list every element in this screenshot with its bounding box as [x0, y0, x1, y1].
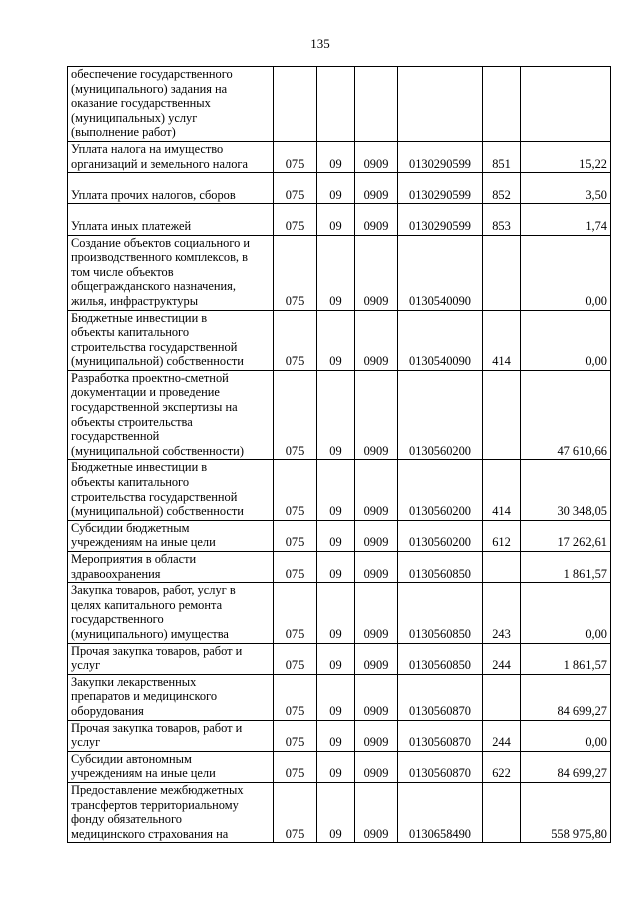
cell-csr: 0130560200	[398, 520, 483, 551]
table-row	[68, 782, 611, 842]
cell-csr: 0130290599	[398, 204, 483, 235]
cell-name: обеспечение государственного (муниципального) задания на оказание государственных (муниципальных) услуг (выполнение работ)	[68, 67, 274, 142]
table-row	[68, 520, 611, 551]
cell-pr: 0909	[355, 720, 398, 751]
cell-rz: 09	[317, 141, 355, 172]
cell-sum: 47 610,66	[521, 370, 611, 460]
cell-ved: 075	[274, 782, 317, 842]
cell-rz: 09	[317, 235, 355, 310]
cell-sum: 0,00	[521, 583, 611, 643]
cell-ved: 075	[274, 520, 317, 551]
cell-rz: 09	[317, 204, 355, 235]
table-row	[68, 67, 611, 142]
cell-sum	[521, 67, 611, 142]
cell-name: Бюджетные инвестиции в объекты капитального строительства государственной (муниципальной) собственности	[68, 310, 274, 370]
cell-rz: 09	[317, 552, 355, 583]
cell-ved: 075	[274, 720, 317, 751]
cell-sum: 3,50	[521, 173, 611, 204]
cell-pr: 0909	[355, 235, 398, 310]
cell-ved: 075	[274, 204, 317, 235]
cell-sum: 17 262,61	[521, 520, 611, 551]
cell-csr: 0130560200	[398, 370, 483, 460]
cell-vr: 414	[483, 310, 521, 370]
table-row	[68, 204, 611, 235]
cell-name: Прочая закупка товаров, работ и услуг	[68, 720, 274, 751]
cell-csr: 0130560850	[398, 643, 483, 674]
cell-ved: 075	[274, 643, 317, 674]
cell-sum: 558 975,80	[521, 782, 611, 842]
cell-csr: 0130560870	[398, 751, 483, 782]
cell-name: Уплата налога на имущество организаций и земельного налога	[68, 141, 274, 172]
cell-pr: 0909	[355, 643, 398, 674]
cell-pr: 0909	[355, 782, 398, 842]
cell-csr: 0130560200	[398, 460, 483, 520]
cell-sum: 1,74	[521, 204, 611, 235]
cell-name: Закупка товаров, работ, услуг в целях капитального ремонта государственного (муниципального) имущества	[68, 583, 274, 643]
cell-ved: 075	[274, 141, 317, 172]
table-row	[68, 173, 611, 204]
table-row	[68, 141, 611, 172]
cell-vr: 851	[483, 141, 521, 172]
page-number: 135	[310, 36, 330, 51]
cell-csr: 0130560870	[398, 720, 483, 751]
cell-ved	[274, 67, 317, 142]
cell-rz: 09	[317, 643, 355, 674]
cell-ved: 075	[274, 173, 317, 204]
cell-vr	[483, 67, 521, 142]
cell-ved: 075	[274, 460, 317, 520]
cell-name: Субсидии бюджетным учреждениям на иные цели	[68, 520, 274, 551]
cell-name: Предоставление межбюджетных трансфертов территориальному фонду обязательного медицинского страхования на	[68, 782, 274, 842]
cell-sum: 0,00	[521, 310, 611, 370]
cell-name: Уплата иных платежей	[68, 204, 274, 235]
cell-rz	[317, 67, 355, 142]
cell-vr	[483, 552, 521, 583]
cell-sum: 0,00	[521, 235, 611, 310]
table-row	[68, 583, 611, 643]
cell-vr: 853	[483, 204, 521, 235]
cell-rz: 09	[317, 751, 355, 782]
cell-name: Бюджетные инвестиции в объекты капитального строительства государственной (муниципальной) собственности	[68, 460, 274, 520]
cell-ved: 075	[274, 552, 317, 583]
cell-name: Субсидии автономным учреждениям на иные цели	[68, 751, 274, 782]
cell-rz: 09	[317, 310, 355, 370]
cell-ved: 075	[274, 583, 317, 643]
cell-pr	[355, 67, 398, 142]
cell-rz: 09	[317, 460, 355, 520]
cell-rz: 09	[317, 370, 355, 460]
cell-rz: 09	[317, 583, 355, 643]
cell-pr: 0909	[355, 552, 398, 583]
cell-sum: 1 861,57	[521, 552, 611, 583]
cell-vr	[483, 370, 521, 460]
table-row	[68, 552, 611, 583]
cell-ved: 075	[274, 370, 317, 460]
cell-vr: 612	[483, 520, 521, 551]
budget-table	[67, 66, 611, 843]
cell-sum: 84 699,27	[521, 674, 611, 720]
cell-vr	[483, 782, 521, 842]
cell-rz: 09	[317, 520, 355, 551]
cell-pr: 0909	[355, 520, 398, 551]
cell-vr	[483, 674, 521, 720]
cell-rz: 09	[317, 782, 355, 842]
cell-rz: 09	[317, 173, 355, 204]
cell-sum: 0,00	[521, 720, 611, 751]
cell-name: Создание объектов социального и производственного комплексов, в том числе объектов общегражданского назначения, жилья, инфраструктуры	[68, 235, 274, 310]
cell-name: Прочая закупка товаров, работ и услуг	[68, 643, 274, 674]
cell-ved: 075	[274, 235, 317, 310]
cell-csr: 0130560870	[398, 674, 483, 720]
cell-name: Разработка проектно-сметной документации и проведение государственной экспертизы на объекты строительства государственной (муниципальной собственности)	[68, 370, 274, 460]
cell-pr: 0909	[355, 370, 398, 460]
table-row	[68, 720, 611, 751]
table-body	[68, 67, 611, 843]
cell-csr: 0130540090	[398, 235, 483, 310]
table-row	[68, 370, 611, 460]
cell-vr: 243	[483, 583, 521, 643]
table-row	[68, 643, 611, 674]
cell-pr: 0909	[355, 310, 398, 370]
cell-csr: 0130560850	[398, 552, 483, 583]
cell-csr	[398, 67, 483, 142]
cell-pr: 0909	[355, 674, 398, 720]
cell-csr: 0130540090	[398, 310, 483, 370]
cell-csr: 0130560850	[398, 583, 483, 643]
table-row	[68, 674, 611, 720]
cell-name: Мероприятия в области здравоохранения	[68, 552, 274, 583]
cell-vr: 414	[483, 460, 521, 520]
cell-rz: 09	[317, 674, 355, 720]
cell-pr: 0909	[355, 141, 398, 172]
cell-rz: 09	[317, 720, 355, 751]
cell-vr	[483, 235, 521, 310]
cell-vr: 244	[483, 643, 521, 674]
cell-csr: 0130290599	[398, 141, 483, 172]
table-row	[68, 310, 611, 370]
cell-pr: 0909	[355, 751, 398, 782]
cell-csr: 0130290599	[398, 173, 483, 204]
cell-sum: 84 699,27	[521, 751, 611, 782]
cell-vr: 622	[483, 751, 521, 782]
cell-sum: 30 348,05	[521, 460, 611, 520]
table-row	[68, 460, 611, 520]
cell-pr: 0909	[355, 583, 398, 643]
cell-vr: 244	[483, 720, 521, 751]
cell-ved: 075	[274, 310, 317, 370]
cell-sum: 15,22	[521, 141, 611, 172]
cell-pr: 0909	[355, 204, 398, 235]
table-row	[68, 235, 611, 310]
cell-ved: 075	[274, 674, 317, 720]
cell-pr: 0909	[355, 460, 398, 520]
cell-sum: 1 861,57	[521, 643, 611, 674]
table-row	[68, 751, 611, 782]
cell-pr: 0909	[355, 173, 398, 204]
cell-ved: 075	[274, 751, 317, 782]
cell-name: Закупки лекарственных препаратов и медицинского оборудования	[68, 674, 274, 720]
cell-vr: 852	[483, 173, 521, 204]
cell-csr: 0130658490	[398, 782, 483, 842]
cell-name: Уплата прочих налогов, сборов	[68, 173, 274, 204]
